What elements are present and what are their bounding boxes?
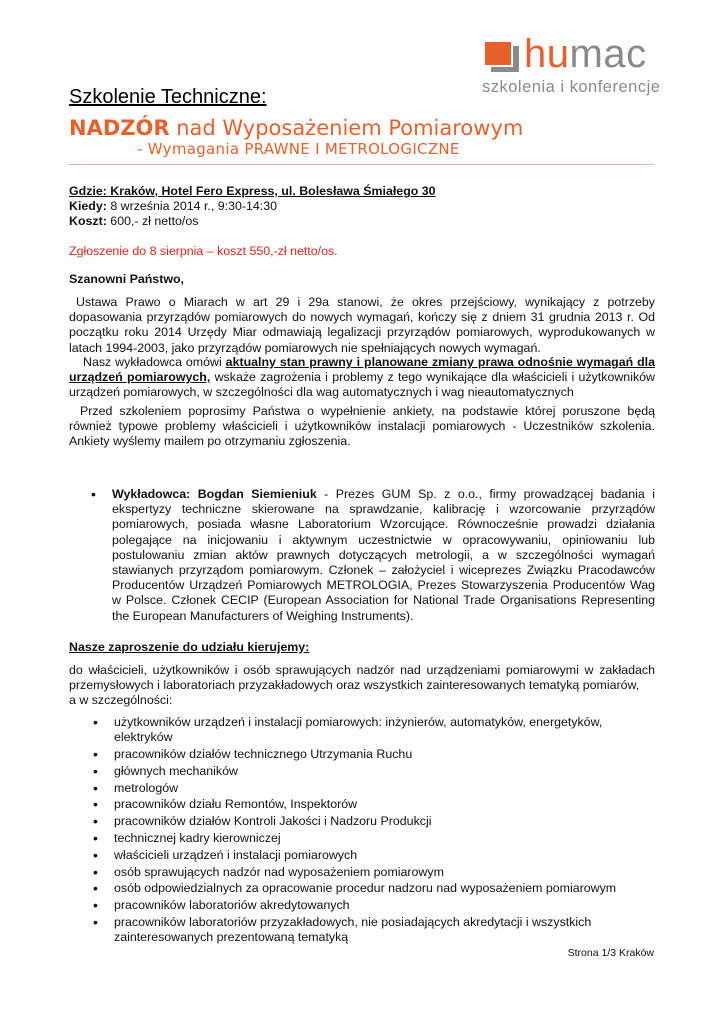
footer-city: Kraków (618, 947, 654, 959)
invitation-heading: Nasze zaproszenie do udziału kierujemy: (69, 640, 310, 654)
event-cost (69, 214, 655, 229)
list-item: • pracowników laboratoriów przyzakładowych, nie posiadających akredytacji i wszystkich zainteresowanych prezentowaną tematyką (91, 915, 661, 945)
event-date-label: Kiedy: (69, 199, 107, 214)
document-heading: Szkolenie Techniczne: (69, 86, 267, 108)
event-location: Gdzie: Kraków, Hotel Fero Express, ul. Bolesława Śmiałego 30 (69, 184, 436, 198)
list-item: • głównych mechaników (91, 764, 661, 779)
paragraph-law: Ustawa Prawo o Miarach w art 29 i 29a stanowi, że okres przejściowy, wynikający z potrzeby dopasowania przyrządów pomiarowych do nowych wymagań, kończy się z dniem 31 grudnia 2013 r. Od początku roku 2014 Urzędy Miar odmawiają legalizacji przyrządów pomiarowych, wyprodukowanych w latach 1994-2003, jako przyrządów pomiarowych nie spełniających nowych wymagań. (69, 295, 655, 355)
list-item: • pracowników laboratoriów akredytowanych (91, 898, 661, 913)
invitation-intro: do właścicieli, użytkowników i osób sprawujących nadzór nad urządzeniami pomiarowymi w zakładach przemysłowych i laboratoriach przyzakładowych oraz wszystkich zainteresowanych tematyką pomiarów, (69, 663, 655, 693)
lecturer-label: Wykładowca: Bogdan Siemieniuk (112, 487, 317, 501)
logo-wordmark (524, 32, 647, 76)
p2-post: wskaże zagrożenia i problemy z tego wynikające dla właścicieli i użytkowników urządzeń pomiarowych, w szczególności dla wag automatycznych i wag nieautomatycznych (69, 370, 655, 400)
list-item: • technicznej kadry kierowniczej (91, 831, 661, 846)
list-item: • pracowników działu Remontów, Inspektorów (91, 797, 661, 812)
bullet-icon: • (91, 486, 96, 502)
training-subtitle: - Wymagania PRAWNE I METROLOGICZNE (137, 140, 460, 158)
early-bird-offer: Zgłoszenie do 8 sierpnia – koszt 550,-zł netto/os. (69, 244, 338, 258)
greeting: Szanowni Państwo, (69, 272, 184, 286)
logo-tagline: szkolenia i konferencje (482, 78, 661, 96)
list-item: • pracowników działów technicznego Utrzymania Ruchu (91, 747, 661, 762)
event-date (69, 199, 655, 214)
header-divider (68, 164, 654, 165)
list-item: • osób odpowiedzialnych za opracowanie procedur nadzoru nad wyposażeniem pomiarowym (91, 881, 661, 896)
list-item: • właścicieli urządzeń i instalacji pomiarowych (91, 848, 661, 863)
logo-word-suffix: mac (569, 32, 647, 76)
list-item: • metrologów (91, 781, 661, 796)
event-details (69, 184, 655, 230)
paragraph-lecturer-topics (69, 355, 655, 401)
training-title (69, 116, 523, 140)
logo-mark-icon (485, 42, 519, 72)
page-number: Strona 1/3 (567, 947, 617, 959)
paragraph-survey: Przed szkoleniem poprosimy Państwa o wypełnienie ankiety, na podstawie której poruszone będą również typowe problemy właścicieli i użytkowników instalacji pomiarowych - Uczestników szkolenia. Ankiety wyślemy mailem po otrzymaniu zgłoszenia. (69, 404, 655, 449)
invitation-intro-2: a w szczególności: (69, 693, 173, 707)
page-footer (568, 947, 654, 959)
list-item: • osób sprawujących nadzór nad wyposażeniem pomiarowym (91, 865, 661, 880)
audience-list (91, 715, 661, 947)
event-cost-label: Koszt: (69, 214, 107, 229)
list-item: • użytkowników urządzeń i instalacji pomiarowych: inżynierów, automatyków, energetyków, elektryków (91, 715, 661, 745)
event-date-value: 8 września 2014 r., 9:30-14:30 (106, 199, 278, 214)
p2-highlight: aktualny stan prawny i planowane zmiany prawa odnośnie wymagań dla urządzeń pomiarowych, (69, 355, 655, 385)
training-title-bold: NADZÓR (69, 116, 170, 140)
p2-pre: Nasz wykładowca omówi (83, 355, 226, 369)
event-cost-value: 600,- zł netto/os (106, 214, 199, 229)
lecturer-bio (112, 487, 655, 624)
lecturer-section (91, 487, 655, 624)
list-item: • pracowników działów Kontroli Jakości i Nadzoru Produkcji (91, 814, 661, 829)
training-title-rest: nad Wyposażeniem Pomiarowym (169, 116, 524, 140)
lecturer-bio-text: - Prezes GUM Sp. z o.o., firmy prowadzącej badania i ekspertyzy techniczne skierowane na sprawdzanie, kalibrację i wzorcowanie przyrządów pomiarowych, posiada własne Laboratorium Wzorcujące. Równocześnie prowadzi działania polegające na inicjowaniu i aktywnym uczestnictwie w opracowywaniu, opiniowaniu lub postulowaniu zmian aktów prawnych dotyczących metrologii, a w szczególności wymagań stawianych przyrządom pomiarowym. Członek – założyciel i wiceprezes Związku Pracodawców Producentów Urządzeń Pomiarowych METROLOGIA, Prezes Stowarzyszenia Producentów Wag w Polsce. Członek CECIP (European Association for National Trade Organisations Representing the European Manufacturers of Weighing Instruments). (112, 487, 655, 623)
logo-word-prefix: hu (524, 32, 570, 76)
